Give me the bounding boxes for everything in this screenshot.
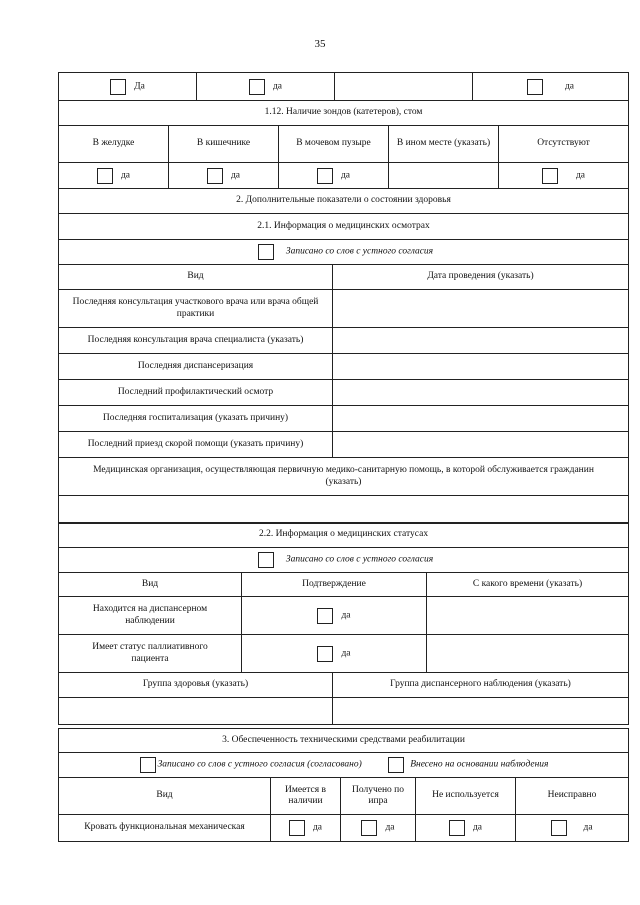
exams-col-date: Дата проведения (указать) <box>333 265 629 290</box>
checkbox[interactable] <box>361 820 377 836</box>
yes-label: да <box>312 822 323 833</box>
probes-table <box>58 100 629 189</box>
checkbox[interactable] <box>542 168 558 184</box>
top-cell-3 <box>335 73 473 101</box>
probe-check-stomach <box>59 163 169 189</box>
consent-checkbox[interactable] <box>258 552 274 568</box>
exam-row-label: Последний приезд скорой помощи (указать причину) <box>59 432 333 458</box>
status-confirm-cell <box>242 635 427 673</box>
statuses-table <box>58 522 629 725</box>
exam-date-input[interactable] <box>333 406 629 432</box>
checkbox[interactable] <box>97 168 113 184</box>
yes-label: да <box>564 80 575 91</box>
yes-label: да <box>230 169 241 180</box>
statuses-consent-row <box>59 548 629 573</box>
exam-date-input[interactable] <box>333 432 629 458</box>
exam-row-label: Последняя консультация участкового врача или врача общей практики <box>59 290 333 328</box>
top-cell-2 <box>197 73 335 101</box>
exam-row-label: Последняя консультация врача специалиста (указать) <box>59 328 333 354</box>
status-since-input[interactable] <box>427 635 629 673</box>
continuation-table <box>58 72 629 101</box>
exam-date-input[interactable] <box>333 354 629 380</box>
probe-col-other: В ином месте (указать) <box>389 126 499 163</box>
checkbox[interactable] <box>289 820 305 836</box>
health-group-input[interactable] <box>59 698 333 725</box>
exams-col-type: Вид <box>59 265 333 290</box>
checkbox[interactable] <box>449 820 465 836</box>
consent-checkbox[interactable] <box>258 244 274 260</box>
rehab-col-available: Имеется в наличии <box>271 778 341 815</box>
yes-label: да <box>272 80 283 91</box>
rehab-table <box>58 728 629 842</box>
checkbox[interactable] <box>317 168 333 184</box>
statuses-col-since: С какого времени (указать) <box>427 573 629 597</box>
probe-col-bladder: В мочевом пузыре <box>279 126 389 163</box>
rehab-received-cell <box>341 815 416 842</box>
exams-table <box>58 188 629 524</box>
probe-col-absent: Отсутствуют <box>499 126 629 163</box>
org-input[interactable] <box>59 496 629 524</box>
exams-consent-row <box>59 240 629 265</box>
checkbox[interactable] <box>207 168 223 184</box>
probe-check-intestine <box>169 163 279 189</box>
probe-col-intestine: В кишечнике <box>169 126 279 163</box>
yes-label: да <box>472 822 483 833</box>
dispensary-group-label: Группа диспансерного наблюдения (указать) <box>333 673 629 698</box>
rehab-broken-cell <box>516 815 629 842</box>
exam-date-input[interactable] <box>333 290 629 328</box>
rehab-title: 3. Обеспеченность техническими средствами реабилитации <box>59 729 629 753</box>
org-label: Медицинская организация, осуществляющая первичную медико-санитарную помощь, в которой обслуживается гражданин (указать) <box>59 458 629 496</box>
exam-row-label: Последняя госпитализация (указать причину) <box>59 406 333 432</box>
probes-title: 1.12. Наличие зондов (катетеров), стом <box>59 101 629 126</box>
consent-checkbox[interactable] <box>140 757 156 773</box>
yes-label: да <box>575 169 586 180</box>
checkbox[interactable] <box>527 79 543 95</box>
rehab-col-type: Вид <box>59 778 271 815</box>
statuses-title: 2.2. Информация о медицинских статусах <box>59 523 629 548</box>
dispensary-group-input[interactable] <box>333 698 629 725</box>
yes-label: да <box>583 822 593 833</box>
top-cell-1 <box>59 73 197 101</box>
exam-row-label: Последняя диспансеризация <box>59 354 333 380</box>
checkbox[interactable] <box>317 608 333 624</box>
statuses-col-confirm: Подтверждение <box>242 573 427 597</box>
exam-date-input[interactable] <box>333 380 629 406</box>
status-row-label: Имеет статус паллиативного пациента <box>59 635 242 673</box>
yes-label: да <box>341 647 351 658</box>
yes-label: да <box>340 169 351 180</box>
consent-label: Записано со слов с устного согласия <box>285 554 434 565</box>
status-since-input[interactable] <box>427 597 629 635</box>
health-group-label: Группа здоровья (указать) <box>59 673 333 698</box>
checkbox[interactable] <box>110 79 126 95</box>
rehab-col-received: Получено по ипра <box>341 778 416 815</box>
checkbox[interactable] <box>249 79 265 95</box>
rehab-row-label: Кровать функциональная механическая <box>59 815 271 842</box>
rehab-available-cell <box>271 815 341 842</box>
yes-label: да <box>385 822 395 833</box>
section2-title: 2. Дополнительные показатели о состоянии здоровья <box>59 189 629 214</box>
observation-checkbox[interactable] <box>388 757 404 773</box>
probe-col-stomach: В желудке <box>59 126 169 163</box>
consent-label: Записано со слов с устного согласия (согласовано) <box>157 759 362 770</box>
rehab-consent-row <box>59 753 629 778</box>
probe-check-absent <box>499 163 629 189</box>
rehab-col-broken: Неисправно <box>516 778 629 815</box>
probe-check-bladder <box>279 163 389 189</box>
statuses-col-type: Вид <box>59 573 242 597</box>
observation-label: Внесено на основании наблюдения <box>410 759 549 770</box>
exams-title: 2.1. Информация о медицинских осмотрах <box>59 214 629 240</box>
exam-date-input[interactable] <box>333 328 629 354</box>
checkbox[interactable] <box>551 820 567 836</box>
rehab-unused-cell <box>416 815 516 842</box>
rehab-col-unused: Не используется <box>416 778 516 815</box>
page-number: 35 <box>314 38 326 50</box>
status-confirm-cell <box>242 597 427 635</box>
status-row-label: Находится на диспансерном наблюдении <box>59 597 242 635</box>
probe-check-other <box>389 163 499 189</box>
checkbox[interactable] <box>317 646 333 662</box>
top-cell-4 <box>473 73 629 101</box>
exam-row-label: Последний профилактический осмотр <box>59 380 333 406</box>
yes-label: да <box>120 169 131 180</box>
yes-label: Да <box>134 80 145 91</box>
consent-label: Записано со слов с устного согласия <box>285 246 434 257</box>
yes-label: да <box>341 609 351 620</box>
